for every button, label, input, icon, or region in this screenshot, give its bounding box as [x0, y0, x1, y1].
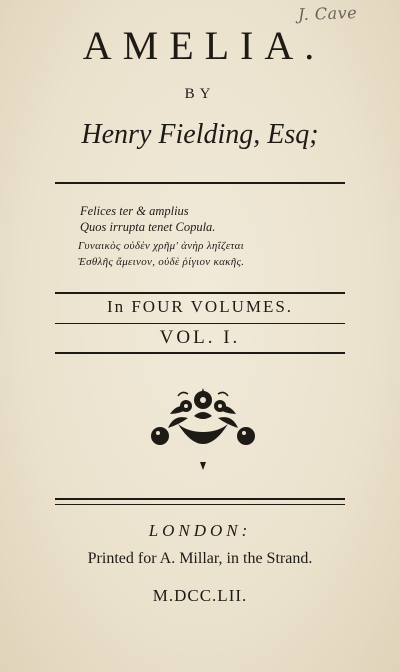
volume-number: VOL. I.: [159, 327, 241, 348]
latin-motto-line-2: Quos irrupta tenet Copula.: [80, 220, 216, 234]
divider-rule-4: [55, 352, 345, 354]
by-line: BY: [184, 86, 216, 102]
divider-rule-1: [55, 182, 345, 184]
divider-rule-5: [55, 498, 345, 500]
divider-rule-6: [55, 504, 345, 505]
floral-basket-ornament-icon: [148, 384, 258, 470]
imprint-printer: Printed for A. Millar, in the Strand.: [87, 550, 313, 567]
latin-motto-line-1: Felices ter & amplius: [80, 204, 189, 218]
imprint-year: M.DCC.LII.: [152, 586, 248, 605]
imprint-city: LONDON:: [148, 521, 252, 540]
greek-motto-line-2: Ἐσθλῆς ἄμεινον, οὐδὲ ῥίγιον κακῆς.: [78, 256, 245, 268]
divider-rule-3: [55, 323, 345, 324]
volumes-line: In FOUR VOLUMES.: [106, 297, 294, 316]
author-name: Henry Fielding, Esq;: [81, 119, 319, 150]
book-title: AMELIA.: [82, 23, 326, 68]
divider-rule-2: [55, 292, 345, 294]
handwritten-signature: J. Cave: [297, 2, 358, 25]
greek-motto-line-1: Γυναικὸς οὐδὲν χρῆμ' ἀνὴρ ληΐζεται: [78, 240, 245, 252]
